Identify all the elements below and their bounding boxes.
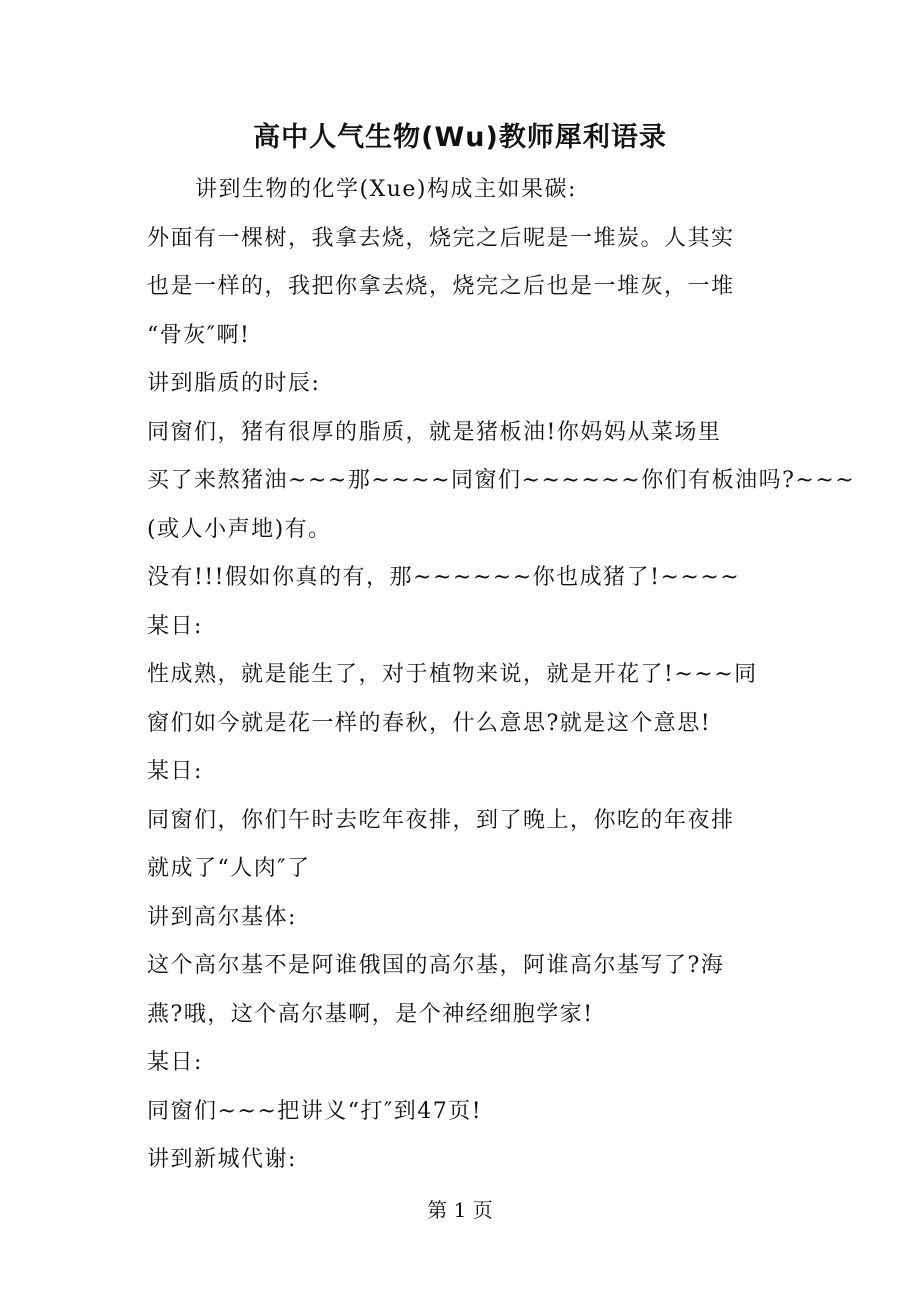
page-number: 第 1 页 <box>427 1198 493 1222</box>
paragraph-line: 某日: <box>147 1050 203 1075</box>
paragraph-line: 性成熟，就是能生了，对于植物来说，就是开花了!~~~同 <box>147 662 758 687</box>
paragraph-line: 就成了“人肉″了 <box>147 856 311 881</box>
document-title: 高中人气生物(Wu)教师犀利语录 <box>253 122 667 153</box>
paragraph-line: 没有!!!假如你真的有，那~~~~~~你也成猪了!~~~~ <box>147 565 741 590</box>
paragraph-line: 讲到生物的化学(Xue)构成主如果碳: <box>195 177 577 202</box>
paragraph-line: 讲到新城代谢: <box>147 1147 297 1172</box>
paragraph-line: 窗们如今就是花一样的春秋，什么意思?就是这个意思! <box>147 710 712 736</box>
paragraph-line: 某日: <box>147 613 203 639</box>
paragraph-line: 讲到高尔基体: <box>147 904 297 930</box>
document-body <box>147 168 856 1187</box>
paragraph-line: (或人小声地)有。 <box>147 516 332 542</box>
paragraph-line: 某日: <box>147 759 203 784</box>
paragraph-line: 也是一样的，我把你拿去烧，烧完之后也是一堆灰，一堆 <box>147 274 735 299</box>
paragraph-line: 同窗们，猪有很厚的脂质，就是猪板油!你妈妈从菜场里 <box>147 419 722 445</box>
paragraph-line: 同窗们，你们午时去吃年夜排，到了晚上，你吃的年夜排 <box>147 807 735 833</box>
paragraph-line: “骨灰″啊! <box>147 322 251 348</box>
paragraph-line: 外面有一棵树，我拿去烧，烧完之后呢是一堆炭。人其实 <box>147 225 735 251</box>
paragraph-line: 同窗们~~~把讲义“打″到47页! <box>147 1098 483 1124</box>
paragraph-line: 燕?哦，这个高尔基啊，是个神经细胞学家! <box>147 1001 594 1027</box>
paragraph-line: 这个高尔基不是阿谁俄国的高尔基，阿谁高尔基写了?海 <box>147 953 725 978</box>
paragraph-line: 讲到脂质的时辰: <box>147 371 321 396</box>
paragraph-line: 买了来熬猪油~~~那~~~~同窗们~~~~~~你们有板油吗?~~~ <box>147 468 856 493</box>
